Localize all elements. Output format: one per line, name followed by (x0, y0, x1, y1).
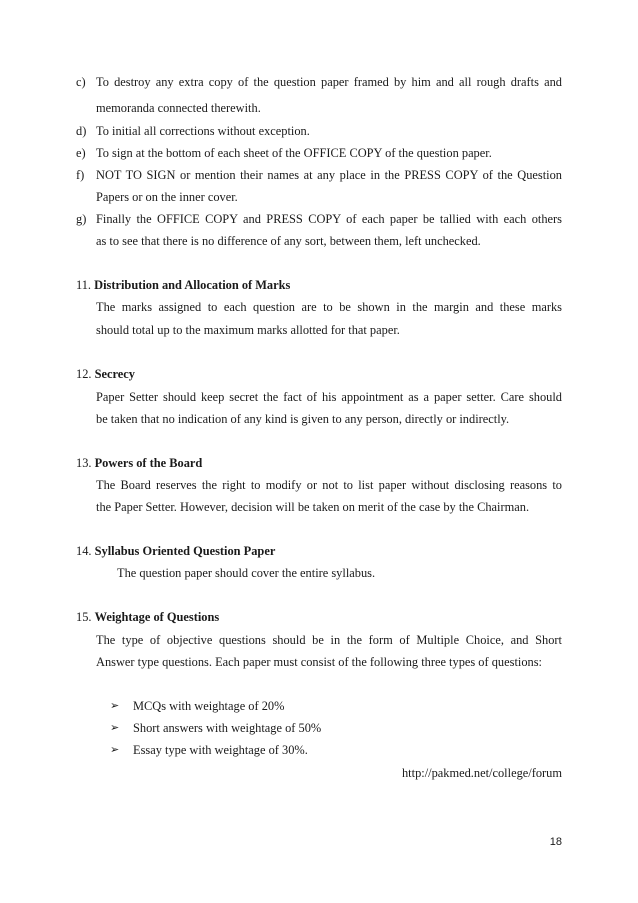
section-heading-syllabus (76, 543, 275, 559)
paragraph-line: The marks assigned to each question are to be shown in the margin and these marks (96, 300, 562, 314)
list-item-text: Papers or on the inner cover. (96, 190, 238, 204)
list-item-text: To destroy any extra copy of the question paper framed by him and all rough drafts and (96, 75, 562, 89)
paragraph-line: should total up to the maximum marks allotted for that paper. (96, 323, 400, 337)
bullet-item: Short answers with weightage of 50% (133, 721, 322, 735)
section-title: Syllabus Oriented Question Paper (94, 544, 276, 558)
section-title: Distribution and Allocation of Marks (94, 278, 291, 292)
section-title: Secrecy (94, 367, 135, 381)
section-number: 12. (76, 367, 92, 381)
section-heading-secrecy (76, 366, 135, 382)
bullet-item: MCQs with weightage of 20% (133, 699, 285, 713)
paragraph-line: The question paper should cover the entire syllabus. (117, 566, 376, 580)
list-item-text: as to see that there is no difference of any sort, between them, left unchecked. (96, 234, 481, 248)
section-heading-weightage (76, 609, 219, 625)
paragraph-line: Answer type questions. Each paper must consist of the following three types of questions: (96, 655, 542, 669)
list-marker: g) (76, 212, 87, 226)
section-number: 15. (76, 610, 92, 624)
section-heading-powers (76, 455, 202, 471)
paragraph-line: The Board reserves the right to modify or not to list paper without disclosing reasons to (96, 478, 562, 492)
list-item-text: NOT TO SIGN or mention their names at any place in the PRESS COPY of the Question (96, 168, 562, 182)
paragraph-line: be taken that no indication of any kind is given to any person, directly or indirectly. (96, 412, 510, 426)
list-item-text: To sign at the bottom of each sheet of the OFFICE COPY of the question paper. (96, 146, 492, 160)
paragraph-line: Paper Setter should keep secret the fact of his appointment as a paper setter. Care should (96, 390, 562, 404)
bullet-item: Essay type with weightage of 30%. (133, 743, 308, 757)
list-marker: d) (76, 124, 87, 138)
paragraph-line: The type of objective questions should be in the form of Multiple Choice, and Short (96, 633, 562, 647)
list-item-text: Finally the OFFICE COPY and PRESS COPY of each paper be tallied with each others (96, 212, 562, 226)
section-title: Powers of the Board (94, 456, 203, 470)
list-marker: e) (76, 146, 86, 160)
section-heading-distribution (76, 277, 290, 293)
source-url: http://pakmed.net/college/forum (401, 766, 562, 780)
list-item-text: memoranda connected therewith. (96, 101, 261, 115)
section-number: 13. (76, 456, 92, 470)
list-marker: f) (76, 168, 85, 182)
page-number: 18 (549, 836, 562, 848)
list-item-text: To initial all corrections without exception. (96, 124, 310, 138)
arrow-bullet-icon: ➢ (110, 722, 120, 734)
section-title: Weightage of Questions (94, 610, 220, 624)
arrow-bullet-icon: ➢ (110, 700, 120, 712)
paragraph-line: the Paper Setter. However, decision will be taken on merit of the case by the Chairman. (96, 500, 530, 514)
list-marker: c) (76, 75, 86, 89)
section-number: 11. (76, 278, 92, 292)
arrow-bullet-icon: ➢ (110, 744, 120, 756)
section-number: 14. (76, 544, 92, 558)
